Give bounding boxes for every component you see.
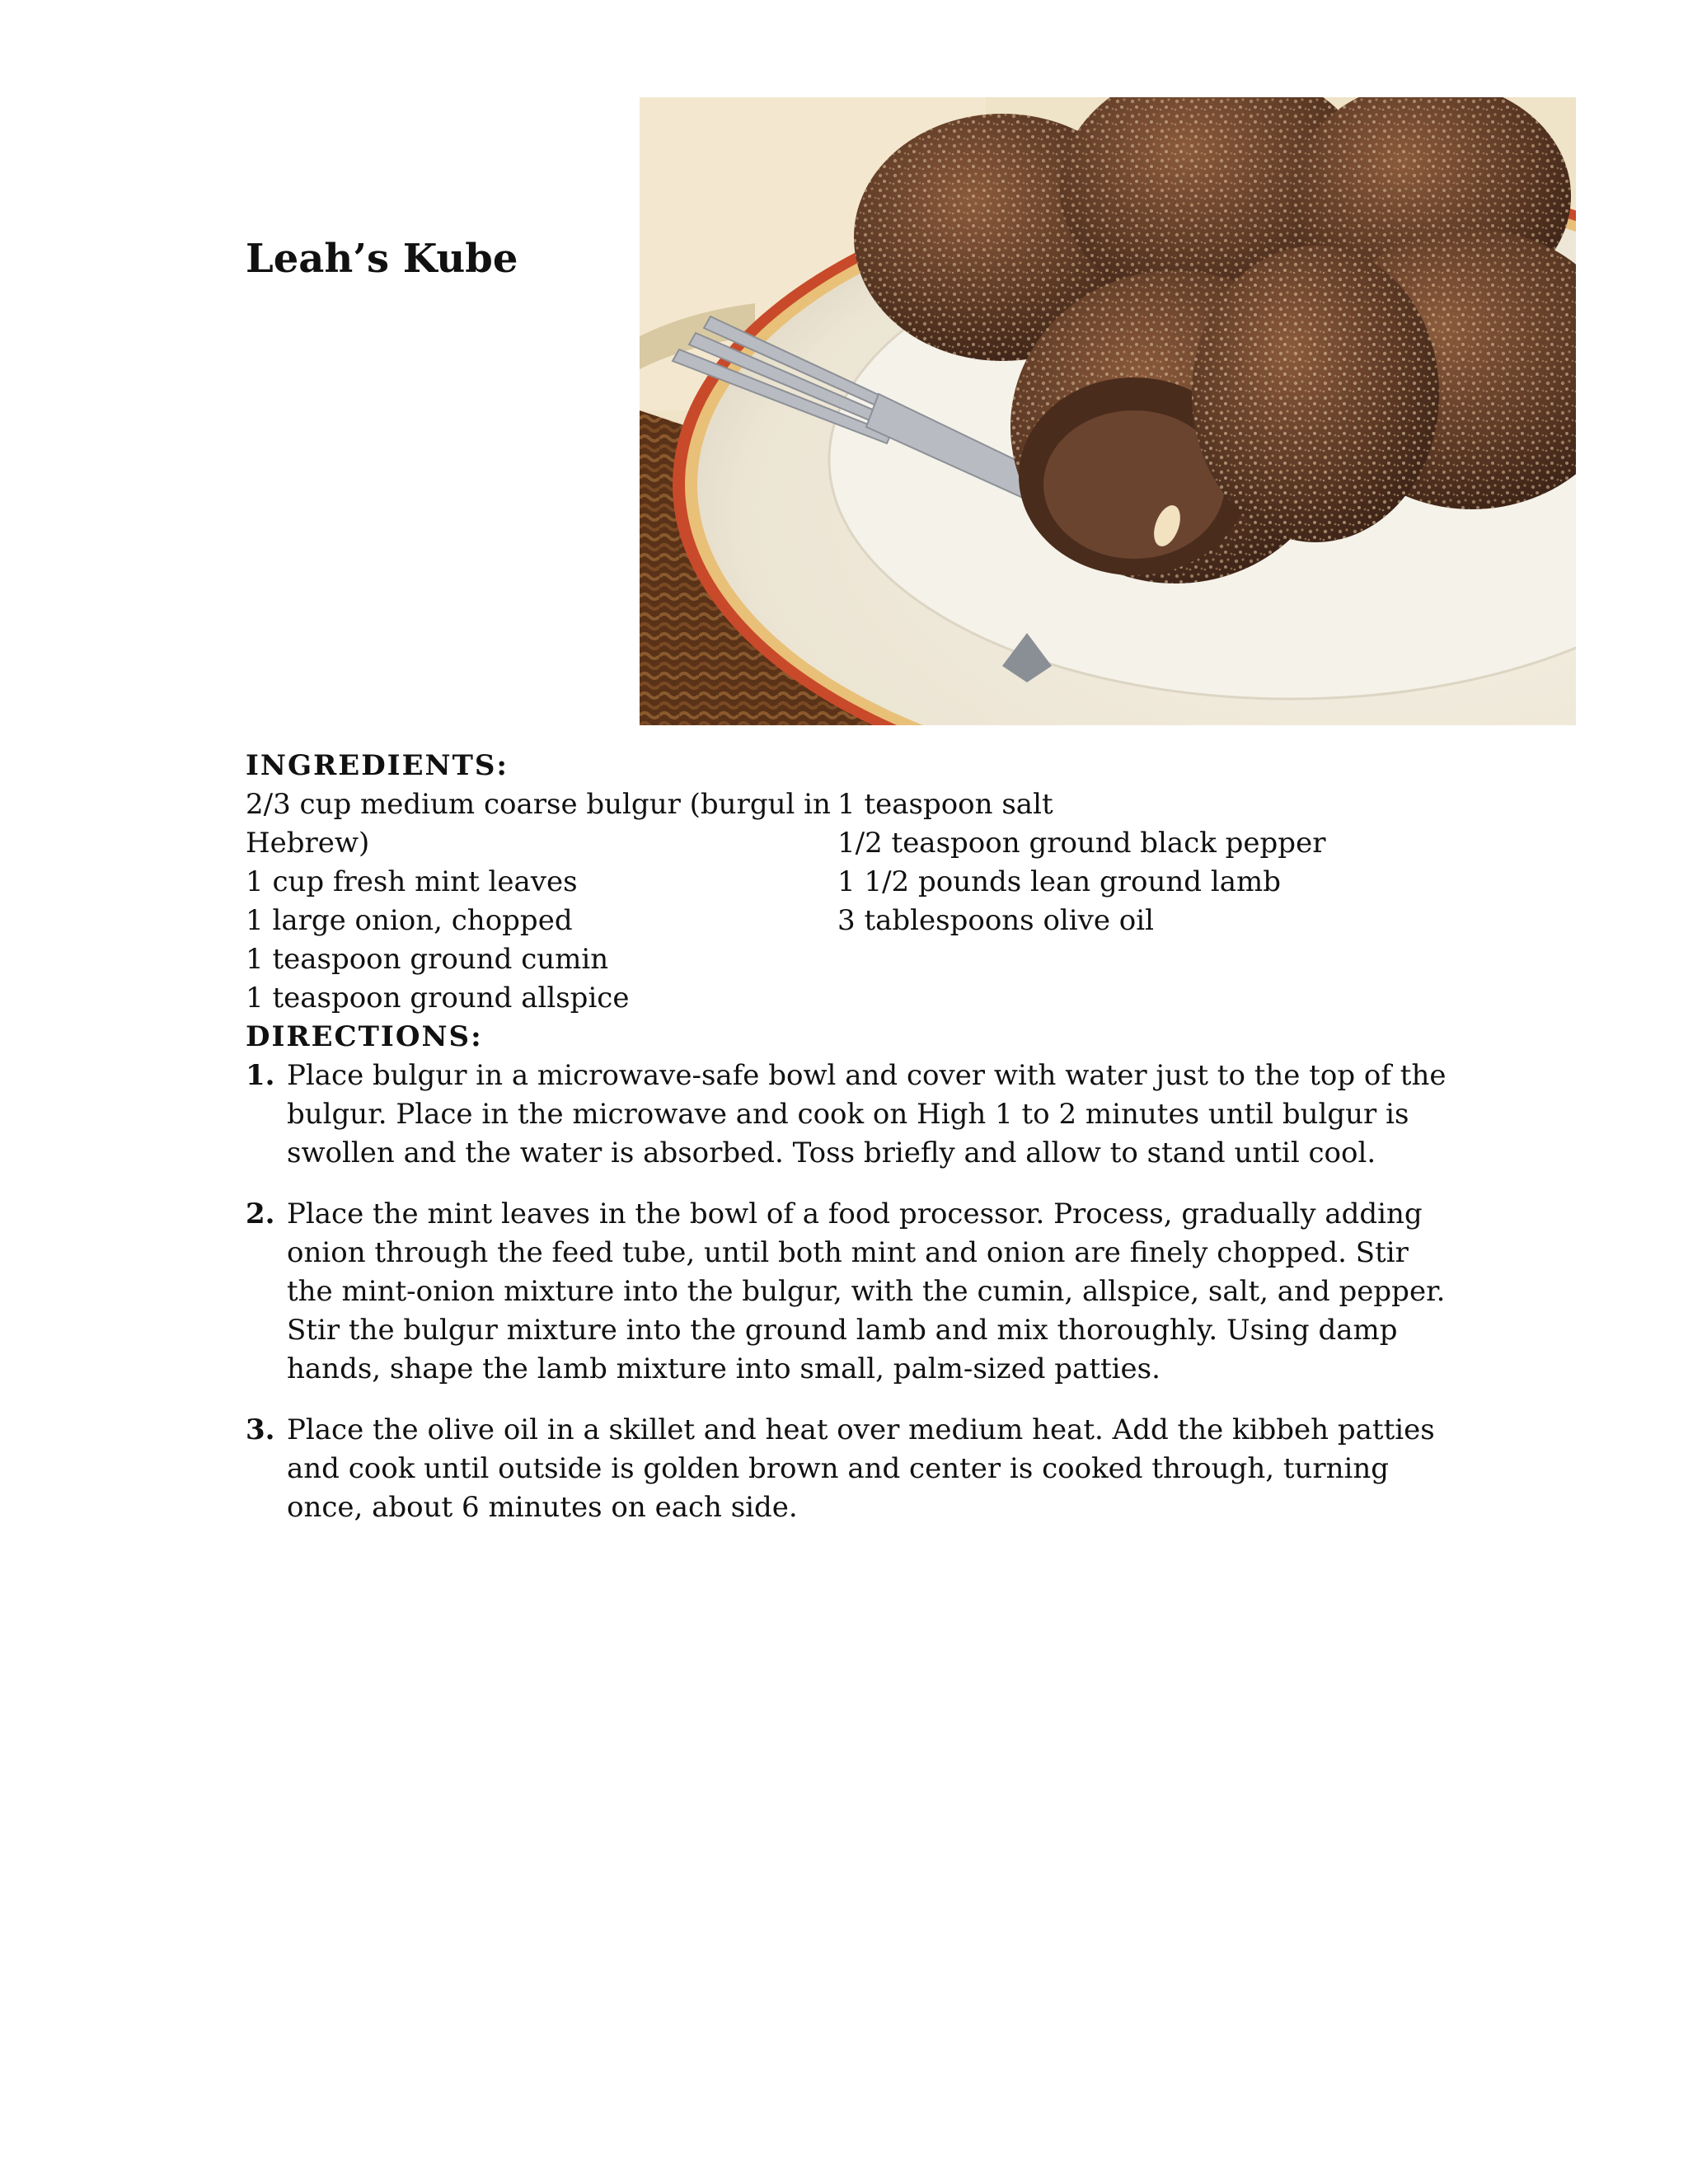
directions-list <box>246 1057 1449 1527</box>
recipe-body <box>246 747 1449 1549</box>
directions-heading: DIRECTIONS: <box>246 1020 483 1053</box>
direction-step <box>246 1057 1449 1173</box>
ingredient-item: 1 teaspoon ground allspice <box>246 982 630 1015</box>
recipe-title: Leah’s Kube <box>246 236 518 282</box>
ingredient-item: 1 cup fresh mint leaves <box>246 865 578 898</box>
ingredient-item: 3 tablespoons olive oil <box>837 904 1155 937</box>
ingredient-item: 1 large onion, chopped <box>246 904 573 937</box>
step-number: 3. <box>246 1413 275 1446</box>
ingredient-item: 1 teaspoon salt <box>837 788 1053 821</box>
ingredient-item: 1 teaspoon ground cumin <box>246 943 609 976</box>
direction-step <box>246 1195 1449 1389</box>
step-number: 2. <box>246 1197 275 1230</box>
step-text: Place the olive oil in a skillet and heat over medium heat. Add the kibbeh patties and cook until outside is golden brown and center is cooked through, turning once, about 6 minutes on each side. <box>287 1413 1435 1524</box>
step-number: 1. <box>246 1059 275 1092</box>
step-text: Place bulgur in a microwave-safe bowl and cover with water just to the top of the bulgur. Place in the microwave and cook on High 1 to 2 minutes until bulgur is swollen and the water is absorbed. Toss briefly and allow to stand until cool. <box>287 1059 1447 1169</box>
ingredients-heading: INGREDIENTS: <box>246 749 509 782</box>
ingredients-left-list <box>246 785 837 1018</box>
ingredient-item: 2/3 cup medium coarse bulgur (burgul in Hebrew) <box>246 788 831 860</box>
ingredient-item: 1/2 teaspoon ground black pepper <box>837 827 1326 860</box>
kibbeh-photo <box>640 97 1576 725</box>
ingredients-right-list <box>837 785 1449 940</box>
direction-step <box>246 1411 1449 1527</box>
ingredient-item: 1 1/2 pounds lean ground lamb <box>837 865 1281 898</box>
ingredients-columns <box>246 785 1449 1018</box>
step-text: Place the mint leaves in the bowl of a food processor. Process, gradually adding onion through the feed tube, until both mint and onion are finely chopped. Stir the mint-onion mixture into the bulgur, with the cumin, allspice, salt, and pepper. Stir the bulgur mixture into the ground lamb and mix thoroughly. Using damp hands, shape the lamb mixture into small, palm-sized patties. <box>287 1197 1446 1385</box>
